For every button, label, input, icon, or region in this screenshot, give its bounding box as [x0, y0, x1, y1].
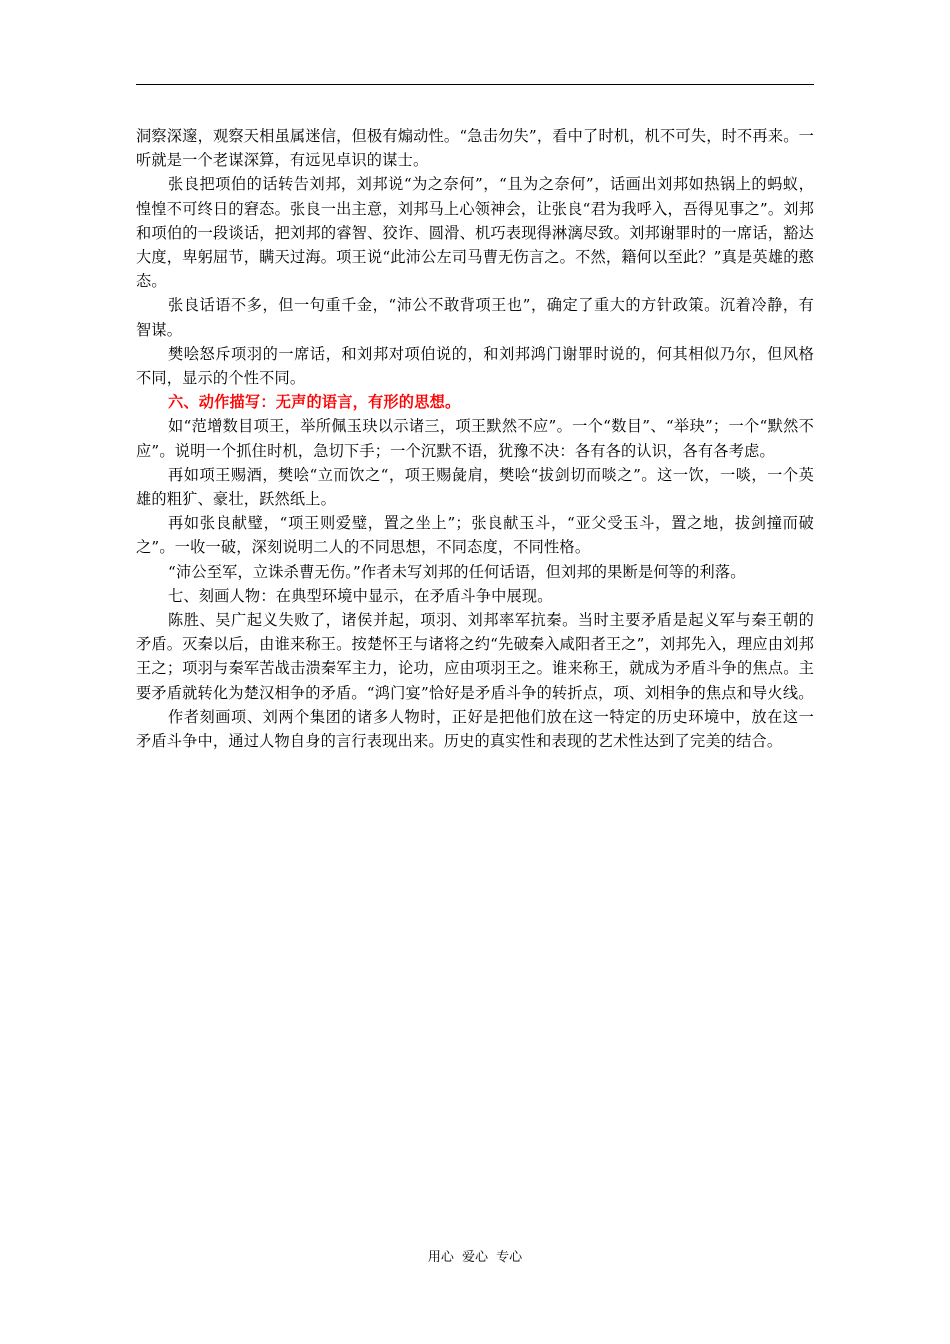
paragraph-9: “沛公至军，立诛杀曹无伤。”作者未写刘邦的任何话语，但刘邦的果断是何等的利落。 — [168, 562, 746, 581]
section-heading-action-description: 六、动作描写：无声的语言，有形的思想。 — [168, 393, 461, 412]
section-heading-characterization: 七、刻画人物：在典型环境中显示，在矛盾斗争中展现。 — [168, 586, 553, 605]
paragraph-8: 再如张良献璧，“项王则爱璧，置之坐上”；张良献玉斗，“亚父受玉斗，置之地，拔剑撞而破之”。一收一破，深刻说明二人的不同思想，不同态度，不同性格。 — [136, 514, 814, 557]
paragraph-11: 陈胜、吴广起义失败了，诸侯并起，项羽、刘邦率军抗秦。当时主要矛盾是起义军与秦王朝的矛盾。灭秦以后，由谁来称王。按楚怀王与诸将之约“先破秦入咸阳者王之”，刘邦先入，理应由刘邦王之；项羽与秦军苦战击溃秦军主力，论功，应由项羽王之。谁来称王，就成为矛盾斗争的焦点。主要矛盾就转化为楚汉相争的矛盾。“鸿门宴”恰好是矛盾斗争的转折点，项、刘相争的焦点和导火线。 — [136, 611, 814, 702]
paragraph-4: 樊哙怒斥项羽的一席话，和刘邦对项伯说的，和刘邦鸿门谢罪时说的，何其相似乃尔，但风格不同，显示的个性不同。 — [136, 344, 814, 388]
paragraph-3: 张良话语不多，但一句重千金，“沛公不敢背项王也”，确定了重大的方针政策。沉着冷静，有智谋。 — [136, 296, 814, 339]
paragraph-2: 张良把项伯的话转告刘邦，刘邦说“为之奈何”，“且为之奈何”，话画出刘邦如热锅上的蚂蚁，惶惶不可终日的窘态。张良一出主意，刘邦马上心领神会，让张良“君为我呼入，吾得见事之”。刘邦和项伯的一段谈话，把刘邦的睿智、狡诈、圆滑、机巧表现得淋漓尽致。刘邦谢罪时的一席话，豁达大度，卑躬屈节，瞒天过海。项王说“此沛公左司马曹无伤言之。不然，籍何以至此？”真是英雄的憨态。 — [136, 175, 814, 291]
paragraph-1: 洞察深邃，观察天相虽属迷信，但极有煽动性。“急击勿失”，看中了时机，机不可失，时不再来。一听就是一个老谋深算，有远见卓识的谋士。 — [136, 127, 814, 170]
header-rule — [136, 84, 814, 85]
paragraph-7: 再如项王赐酒，樊哙“立而饮之“，项王赐彘肩，樊哙“拔剑切而啖之”。这一饮，一啖，一个英雄的粗犷、豪壮，跃然纸上。 — [136, 465, 814, 509]
paragraph-6: 如“范增数目项王，举所佩玉玦以示诸三，项王默然不应”。一个“数目”、“举玦”；一个“默然不应”。说明一个抓住时机，急切下手；一个沉默不语，犹豫不决：各有各的认识，各有各考虑。 — [136, 417, 814, 460]
paragraph-12: 作者刻画项、刘两个集团的诸多人物时，正好是把他们放在这一特定的历史环境中，放在这一矛盾斗争中，通过人物自身的言行表现出来。历史的真实性和表现的艺术性达到了完美的结合。 — [136, 707, 814, 751]
page-footer: 用心 爱心 专心 — [427, 1250, 523, 1265]
document-body — [136, 124, 814, 753]
